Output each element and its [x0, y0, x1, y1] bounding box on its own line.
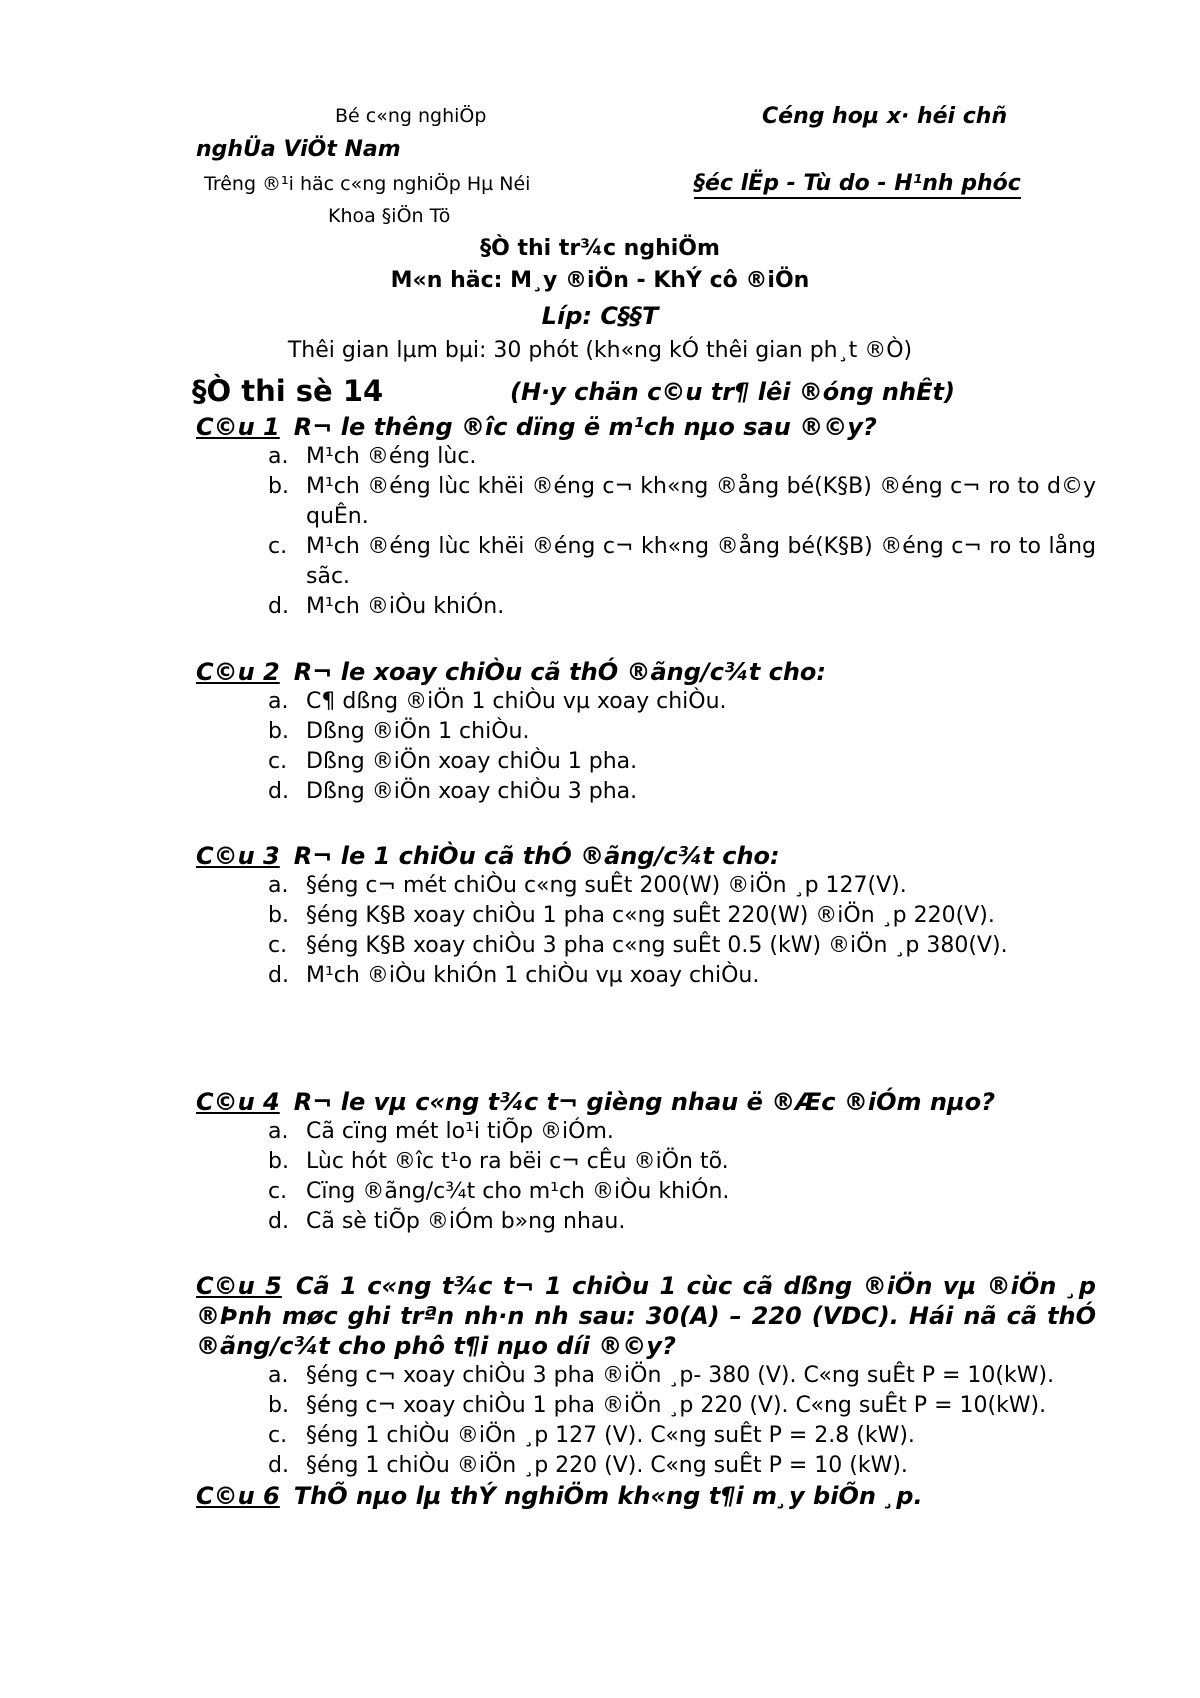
- option-text: Dßng ®iÖn 1 chiÒu.: [306, 719, 530, 744]
- option-text: M¹ch ®iÒu khiÓn 1 chiÒu vµ xoay chiÒu.: [306, 963, 760, 988]
- question-6: [196, 1481, 1096, 1511]
- question-title: [196, 841, 1096, 871]
- answer-option: [196, 1177, 1096, 1207]
- option-label: c.: [268, 1423, 288, 1448]
- answer-option: [196, 747, 1096, 777]
- exam-subject: M«n häc: M¸y ®iÖn - KhÝ cô ®iÖn: [390, 268, 810, 293]
- question-title: [196, 1271, 1096, 1361]
- answer-option: [196, 687, 1096, 717]
- option-label: d.: [268, 779, 289, 804]
- answer-option: [196, 871, 1096, 901]
- national-motto: §éc lËp - Tù do - H¹nh phóc: [694, 171, 1021, 199]
- ministry-name: Bé c«ng nghiÖp: [335, 105, 487, 127]
- option-text: Dßng ®iÖn xoay chiÒu 1 pha.: [306, 749, 638, 774]
- option-label: a.: [268, 873, 289, 898]
- question-number: C©u 4: [196, 1088, 280, 1116]
- exam-time: Thêi gian lµm bµi: 30 phót (kh«ng kÓ thêi gian ph¸t ®Ò): [287, 338, 913, 363]
- exam-class: Líp: C§§T: [541, 302, 659, 330]
- answer-option: [196, 1361, 1096, 1391]
- option-label: d.: [268, 1209, 289, 1234]
- question-number: C©u 6: [196, 1482, 280, 1510]
- option-text: M¹ch ®éng lùc.: [306, 444, 477, 469]
- option-label: c.: [268, 749, 288, 774]
- faculty-name: Khoa §iÖn Tö: [328, 205, 451, 227]
- question-text: R¬ le 1 chiÒu cã thÓ ®ãng/c¾t cho:: [293, 842, 780, 870]
- answer-option: [196, 777, 1096, 807]
- option-label: c.: [268, 534, 288, 559]
- option-text: Cã cïng mét lo¹i tiÕp ®iÓm.: [306, 1119, 614, 1144]
- exam-heading: §Ò thi tr¾c nghiÖm: [480, 236, 720, 261]
- option-label: a.: [268, 689, 289, 714]
- option-text: §éng c¬ xoay chiÒu 1 pha ®iÖn ¸p 220 (V). C«ng suÊt P = 10(kW).: [306, 1393, 1047, 1418]
- option-label: d.: [268, 1453, 289, 1478]
- option-label: c.: [268, 933, 288, 958]
- question-number: C©u 2: [196, 658, 280, 686]
- question-text: ThÕ nµo lµ thÝ nghiÖm kh«ng t¶i m¸y biÕn ¸p.: [293, 1482, 923, 1510]
- option-label: d.: [268, 594, 289, 619]
- option-text: §éng 1 chiÒu ®iÖn ¸p 127 (V). C«ng suÊt P = 2.8 (kW).: [306, 1423, 915, 1448]
- question-text: R¬ le vµ c«ng t¾c t¬ gièng nhau ë ®Æc ®iÓm nµo?: [293, 1088, 996, 1116]
- answer-option: [196, 532, 1096, 592]
- option-text: M¹ch ®éng lùc khëi ®éng c¬ kh«ng ®ång bé(K§B) ®éng c¬ ro to lång sãc.: [306, 534, 1096, 589]
- option-text: §éng K§B xoay chiÒu 3 pha c«ng suÊt 0.5 (kW) ®iÖn ¸p 380(V).: [306, 933, 1008, 958]
- answer-option: [196, 961, 1096, 991]
- option-text: Lùc hót ®îc t¹o ra bëi c¬ cÊu ®iÖn tõ.: [306, 1149, 729, 1174]
- option-text: M¹ch ®iÒu khiÓn.: [306, 594, 505, 619]
- option-text: Cã sè tiÕp ®iÓm b»ng nhau.: [306, 1209, 626, 1234]
- option-label: b.: [268, 1393, 289, 1418]
- answer-option: [196, 472, 1096, 532]
- question-text: R¬ le thêng ®îc dïng ë m¹ch nµo sau ®©y?: [293, 413, 877, 441]
- option-text: §éng K§B xoay chiÒu 1 pha c«ng suÊt 220(W) ®iÖn ¸p 220(V).: [306, 903, 995, 928]
- answer-option: [196, 442, 1096, 472]
- option-label: a.: [268, 444, 289, 469]
- question-number: C©u 3: [196, 842, 280, 870]
- option-label: b.: [268, 1149, 289, 1174]
- question-title: [196, 412, 1096, 442]
- answer-option: [196, 1207, 1096, 1237]
- option-text: Cïng ®ãng/c¾t cho m¹ch ®iÒu khiÓn.: [306, 1179, 730, 1204]
- option-text: Dßng ®iÖn xoay chiÒu 3 pha.: [306, 779, 638, 804]
- option-label: b.: [268, 719, 289, 744]
- exam-set-number: §Ò thi sè 14: [192, 374, 384, 408]
- republic-title-line2: nghÜa ViÖt Nam: [196, 137, 401, 162]
- option-text: §éng 1 chiÒu ®iÖn ¸p 220 (V). C«ng suÊt P = 10 (kW).: [306, 1453, 908, 1478]
- question-3: [196, 841, 1096, 991]
- answer-option: [196, 931, 1096, 961]
- option-label: b.: [268, 474, 289, 499]
- option-text: M¹ch ®éng lùc khëi ®éng c¬ kh«ng ®ång bé(K§B) ®éng c¬ ro to d©y quÊn.: [306, 474, 1096, 529]
- option-label: a.: [268, 1363, 289, 1388]
- answer-option: [196, 1117, 1096, 1147]
- answer-option: [196, 1421, 1096, 1451]
- answer-option: [196, 901, 1096, 931]
- answer-option: [196, 1451, 1096, 1481]
- question-1: [196, 412, 1096, 622]
- exam-instruction: (H·y chän c©u tr¶ lêi ®óng nhÊt): [510, 378, 955, 406]
- option-label: b.: [268, 903, 289, 928]
- option-text: §éng c¬ mét chiÒu c«ng suÊt 200(W) ®iÖn ¸p 127(V).: [306, 873, 907, 898]
- answer-option: [196, 717, 1096, 747]
- school-name: Trêng ®¹i häc c«ng nghiÖp Hµ Néi: [204, 173, 531, 195]
- answer-option: [196, 1391, 1096, 1421]
- republic-title-line1: Céng hoµ x· héi chñ: [762, 104, 1008, 129]
- answer-option: [196, 592, 1096, 622]
- question-text: Cã 1 c«ng t¾c t¬ 1 chiÒu 1 cùc cã dßng ®iÖn vµ ®iÖn ¸p ®Þnh møc ghi trªn nh·n nh sau: 30(A) – 220 (VDC). Hái nã cã thÓ ®ãng/c¾t cho phô t¶i nµo díi ®©y?: [196, 1272, 1096, 1360]
- question-title: [196, 657, 1096, 687]
- question-2: [196, 657, 1096, 807]
- option-label: d.: [268, 963, 289, 988]
- option-label: a.: [268, 1119, 289, 1144]
- question-text: R¬ le xoay chiÒu cã thÓ ®ãng/c¾t cho:: [293, 658, 826, 686]
- question-title: [196, 1087, 1096, 1117]
- option-text: C¶ dßng ®iÖn 1 chiÒu vµ xoay chiÒu.: [306, 689, 727, 714]
- question-4: [196, 1087, 1096, 1237]
- option-text: §éng c¬ xoay chiÒu 3 pha ®iÖn ¸p- 380 (V). C«ng suÊt P = 10(kW).: [306, 1363, 1055, 1388]
- question-5: [196, 1271, 1096, 1511]
- option-label: c.: [268, 1179, 288, 1204]
- question-number: C©u 1: [196, 413, 280, 441]
- question-number: C©u 5: [196, 1272, 282, 1300]
- answer-option: [196, 1147, 1096, 1177]
